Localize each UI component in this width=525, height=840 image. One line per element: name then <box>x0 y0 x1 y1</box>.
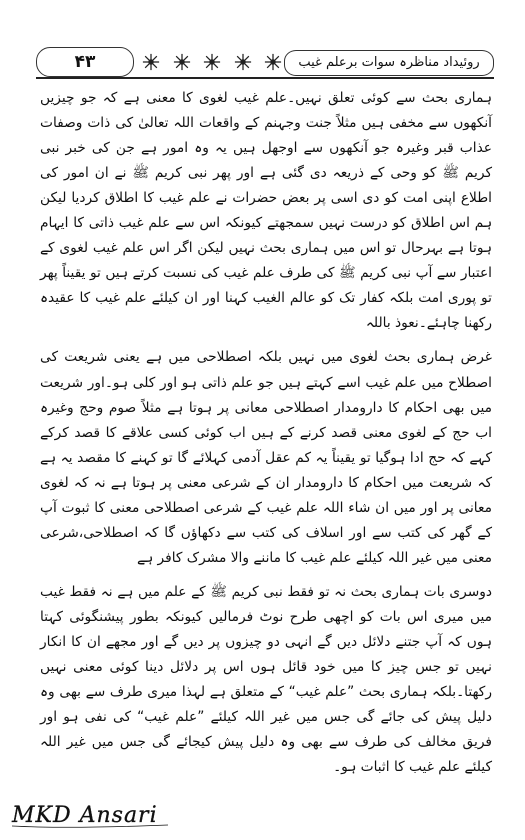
header-rule <box>36 77 494 79</box>
flower-icon <box>173 53 191 71</box>
flower-icon <box>264 53 282 71</box>
paragraph: ہماری بحث سے کوئی تعلق نہیں۔علم غیب لغوی کا معنی ہے کہ جو چیزیں آنکھوں سے مخفی ہیں مثلاً جنت وجہنم کے واقعات اللہ تعالیٰ کی ذات وصفات عذاب قبر وغیرہ جو آنکھوں سے اوجھل ہیں یہ وہ امور ہے جن کی خبر نبی کریم ﷺ کو وحی کے ذریعہ دی گئی ہے اور پھر نبی کریم ﷺ نے ان امور کی اطلاع اپنی امت کو دی اسی پر بعض حضرات نے علم غیب کا اطلاق کردیا لیکن ہم اس اطلاق کو درست نہیں سمجھتے کیونکہ اس سے علم غیب ذاتی کا ایہام ہوتا ہے بہرحال تو اس میں ہماری بحث نہیں لیکن اگر اس علم غیب لغوی کے اعتبار سے آپ نبی کریم ﷺ کی طرف علم غیب کی نسبت کرتے ہیں تو یقیناً پھر تو پوری امت بلکہ کفار تک کو عالم الغیب کہنا اور ان کیلئے علم غیب کا عقیدہ رکھنا چاہئے۔نعوذ باللہ <box>40 90 492 332</box>
flower-icon <box>203 53 221 71</box>
flower-icon <box>142 53 160 71</box>
handwritten-signature <box>8 800 218 830</box>
page-header <box>36 44 494 80</box>
running-head: روئیداد مناظرہ سوات برعلم غیب <box>284 50 494 76</box>
flower-icon <box>234 53 252 71</box>
paragraph: غرض ہماری بحث لغوی میں نہیں بلکہ اصطلاحی میں ہے یعنی شریعت کی اصطلاح میں علم غیب اسے کہتے ہیں جو علم ذاتی ہو اور کلی ہو۔اور شریعت میں بھی احکام کا دارومدار اصطلاحی معانی پر ہوتا ہے مثلاً صوم وحج وغیرہ اب حج کے لغوی معنی قصد کرنے کے ہیں اب کوئی کسی علاقے کا قصد کرکے کہے کہ حج ادا ہوگیا تو یقیناً یہ کم عقل آدمی کہلائے گا تو کہنے کا مقصد یہ ہے کہ شریعت میں احکام کا دارومدار ان کے شرعی معنی پر ہوتا ہے نہ کہ لغوی معانی پر اور میں ان شاء اللہ علم غیب کے شرعی اصطلاحی معنی کا ثبوت آپ کے گھر کی کتب سے اور اسلاف کی کتب سے دکھاؤں گا کہ اصطلاحی،شرعی معنی میں غیر اللہ کیلئے علم غیب کا ماننے والا مشرک کافر ہے <box>40 349 492 566</box>
paragraph: دوسری بات ہماری بحث نہ تو فقط نبی کریم ﷺ کے علم میں ہے نہ فقط غیب میں میری اس بات کو اچھی طرح نوٹ فرمالیں کیونکہ بطور پیشنگوئی کہتا ہوں کہ آپ جتنے دلائل دیں گے انہی دو چیزوں پر دیں گے اور مجھے ان کا انکار نہیں تو جس چیز کا میں خود قائل ہوں اس پر دلائل دینا کوئی معنی نہیں رکھتا۔بلکہ ہماری بحث ”علم غیب“ کے متعلق ہے لہذا میری طرف سے بھی وہ دلیل پیش کی جائے گی جس میں غیر اللہ کیلئے ”علم غیب“ کی نفی ہو اور فریق مخالف کی طرف سے بھی وہ دلیل پیش کیجائے گی جس میں غیر اللہ کیلئے علم غیب کا اثبات ہو۔ <box>40 583 492 776</box>
header-ornaments <box>142 50 282 74</box>
svg-text:MKD Ansari: MKD Ansari <box>12 803 158 828</box>
body-text <box>40 86 492 789</box>
page-number: ۴۳ <box>36 47 134 77</box>
